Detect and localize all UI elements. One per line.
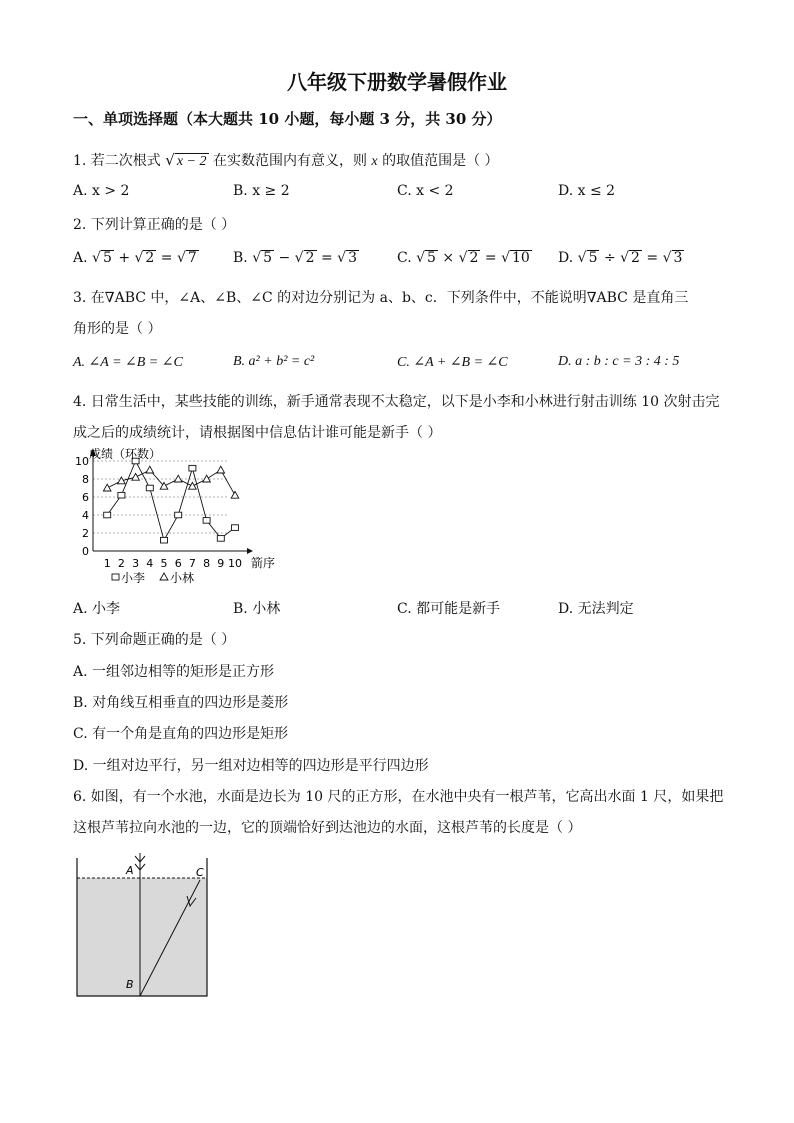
- question-4-line2: 成之后的成绩统计，请根据图中信息估计谁可能是新手（ ）: [73, 425, 442, 441]
- x-tick-label: 4: [146, 557, 154, 570]
- question-3-line2: 角形的是（ ）: [73, 321, 162, 337]
- q2-a-r3: 7: [187, 250, 197, 266]
- question-2-stem: 2. 下列计算正确的是（ ）: [73, 217, 236, 233]
- q2-a-label: A.: [73, 250, 88, 266]
- x-tick-label: 5: [160, 557, 168, 570]
- point-a-label: A: [126, 864, 134, 877]
- q2-a-op: +: [118, 250, 131, 266]
- y-tick-label: 0: [82, 545, 89, 558]
- question-3-line1: 3. 在∇ABC 中，∠A、∠B、∠C 的对边分别记为 a、b、c．下列条件中，不能说明∇ABC 是直角三: [73, 290, 689, 306]
- q2-b-r1: 5: [263, 250, 273, 266]
- q3-option-c[interactable]: C. ∠A + ∠B = ∠C: [397, 355, 508, 370]
- y-axis-label: 成绩（环数）: [89, 447, 162, 461]
- data-point-triangle: [231, 491, 239, 498]
- q2-b-op: −: [278, 250, 291, 266]
- x-tick-label: 10: [228, 557, 242, 570]
- q1-option-b[interactable]: B. x ≥ 2: [233, 183, 290, 199]
- legend-square-marker: [112, 574, 119, 580]
- y-tick-label: 4: [82, 509, 89, 522]
- pond-water: [77, 878, 207, 996]
- q2-d-r2: 2: [631, 250, 640, 266]
- data-point-triangle: [146, 466, 154, 473]
- legend-label-series-1: 小李: [121, 571, 146, 585]
- q1-stem-end: 的取值范围是（ ）: [382, 153, 499, 169]
- data-point-triangle: [203, 475, 211, 482]
- q3-option-b[interactable]: B. a² + b² = c²: [233, 354, 315, 369]
- y-tick-label: 2: [82, 527, 89, 540]
- x-tick-label: 3: [132, 557, 140, 570]
- score-line-chart: [60, 444, 300, 590]
- q3-option-d[interactable]: D. a : b : c = 3 : 4 : 5: [558, 354, 680, 369]
- question-6-line1: 6. 如图，有一个水池，水面是边长为 10 尺的正方形，在水池中央有一根芦苇，它高出水面 1 尺，如果把: [73, 789, 724, 805]
- q4-option-c[interactable]: C. 都可能是新手: [397, 601, 501, 617]
- q1-radicand: x − 2: [176, 154, 207, 169]
- pond-diagram: [70, 848, 220, 1003]
- q1-stem-post: 在实数范围内有意义，则: [212, 153, 367, 169]
- data-point-square: [217, 536, 224, 542]
- y-tick-label: 8: [82, 473, 89, 486]
- data-point-square: [104, 512, 111, 518]
- q2-d-op: ÷: [603, 250, 616, 266]
- q5-option-d[interactable]: D. 一组对边平行，另一组对边相等的四边形是平行四边形: [73, 758, 429, 774]
- question-6-line2: 这根芦苇拉向水池的一边，它的顶端恰好到达池边的水面，这根芦苇的长度是（ ）: [73, 820, 582, 836]
- q2-option-d[interactable]: D. √ 5 ÷ √ 2 = √ 3: [558, 250, 683, 266]
- chart-series: [103, 458, 238, 543]
- y-tick-label: 6: [82, 491, 89, 504]
- q2-a-r2: 2: [145, 250, 155, 266]
- q2-c-op: ×: [442, 250, 455, 266]
- q2-c-r2: 2: [469, 250, 479, 266]
- q2-c-eq: =: [484, 250, 497, 266]
- q1-option-a[interactable]: A. x > 2: [73, 183, 130, 199]
- y-tick-label: 10: [75, 455, 89, 468]
- data-point-triangle: [103, 484, 111, 491]
- q2-b-eq: =: [320, 250, 333, 266]
- q1-stem-pre: 1. 若二次根式: [73, 153, 161, 169]
- legend-label-series-2: 小林: [170, 571, 195, 585]
- q2-b-r2: 2: [305, 250, 315, 266]
- q3-option-a[interactable]: A. ∠A = ∠B = ∠C: [73, 355, 183, 370]
- q2-c-label: C.: [397, 250, 412, 266]
- x-tick-label: 8: [203, 557, 211, 570]
- question-5-stem: 5. 下列命题正确的是（ ）: [73, 632, 236, 648]
- legend-triangle-marker: [160, 573, 168, 580]
- question-1-stem: 1. 若二次根式 √ x − 2 在实数范围内有意义，则 x 的取值范围是（ ）: [73, 151, 499, 169]
- q2-d-eq: =: [646, 250, 659, 266]
- chart-axes: [90, 448, 253, 554]
- x-tick-label: 6: [174, 557, 182, 570]
- q2-c-r1: 5: [427, 250, 436, 266]
- q2-b-label: B.: [233, 250, 248, 266]
- q4-option-b[interactable]: B. 小林: [233, 601, 281, 617]
- q5-option-a[interactable]: A. 一组邻边相等的矩形是正方形: [73, 664, 275, 680]
- q2-a-r1: 5: [102, 250, 112, 266]
- q2-c-r3: 10: [512, 250, 530, 266]
- q2-option-a[interactable]: A. √ 5 + √ 2 = √ 7: [73, 250, 197, 266]
- q2-option-c[interactable]: C. √ 5 × √ 2 = √ 10: [397, 250, 530, 266]
- x-axis-label: 箭序: [251, 556, 276, 570]
- x-tick-label: 2: [117, 557, 125, 570]
- q4-option-a[interactable]: A. 小李: [73, 601, 121, 617]
- q1-var: x: [371, 154, 378, 169]
- data-point-triangle: [217, 466, 225, 473]
- q2-d-label: D.: [558, 250, 574, 266]
- x-tick-label: 7: [188, 557, 196, 570]
- data-point-triangle: [174, 475, 182, 482]
- q2-a-eq: =: [160, 250, 173, 266]
- x-axis-arrow: [247, 548, 253, 554]
- q1-option-d[interactable]: D. x ≤ 2: [558, 183, 616, 199]
- q2-d-r1: 5: [588, 250, 598, 266]
- data-point-triangle: [189, 482, 197, 489]
- data-point-square: [118, 492, 125, 498]
- point-b-label: B: [126, 978, 134, 991]
- x-tick-label: 1: [103, 557, 111, 570]
- data-point-square: [189, 465, 196, 471]
- q4-option-d[interactable]: D. 无法判定: [558, 601, 634, 617]
- data-point-square: [146, 485, 153, 491]
- q5-option-b[interactable]: B. 对角线互相垂直的四边形是菱形: [73, 695, 289, 711]
- q5-option-c[interactable]: C. 有一个角是直角的四边形是矩形: [73, 726, 289, 742]
- x-tick-label: 9: [217, 557, 225, 570]
- page-title: 八年级下册数学暑假作业: [287, 70, 507, 94]
- question-4-line1: 4. 日常生活中，某些技能的训练，新手通常表现不太稳定，以下是小李和小林进行射击训练 10 次射击完: [73, 394, 720, 410]
- data-point-square: [203, 518, 210, 524]
- data-point-square: [175, 512, 182, 518]
- data-point-triangle: [132, 473, 140, 480]
- q2-option-b[interactable]: B. √ 5 − √ 2 = √ 3: [233, 250, 358, 266]
- q2-d-r3: 3: [673, 250, 683, 266]
- point-c-label: C: [196, 866, 204, 879]
- q2-b-r3: 3: [348, 250, 358, 266]
- data-point-square: [232, 525, 239, 531]
- data-point-square: [161, 537, 168, 543]
- section-heading: 一、单项选择题（本大题共 10 小题，每小题 3 分，共 30 分）: [73, 110, 502, 128]
- q1-option-c[interactable]: C. x < 2: [397, 183, 454, 199]
